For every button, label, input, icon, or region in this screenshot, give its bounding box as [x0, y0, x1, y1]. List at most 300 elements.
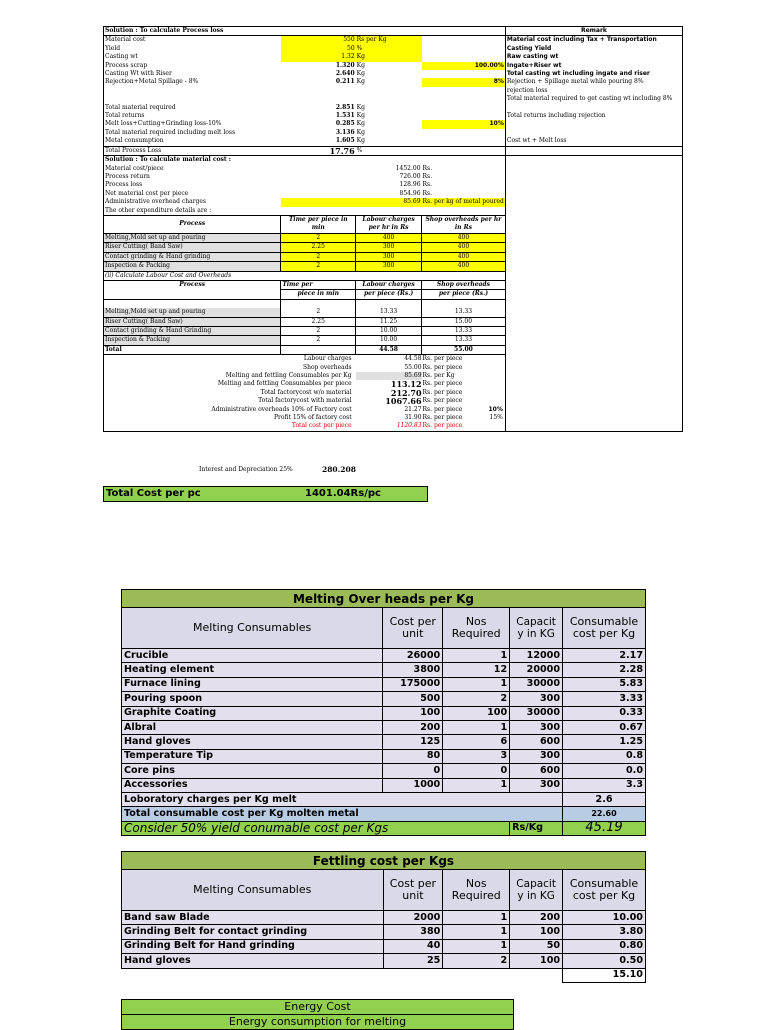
nos-required: 100	[443, 706, 510, 720]
row-remark: Total returns including rejection	[506, 112, 606, 120]
row-unit: Rs.	[422, 173, 506, 181]
lab-charges-value: 2.6	[563, 792, 646, 806]
fettling-row	[122, 954, 646, 968]
cost-sheet	[103, 26, 683, 432]
energy-cost-title: Energy Cost	[122, 1000, 514, 1015]
capacity-kg: 100	[510, 954, 563, 968]
nos-required: 1	[443, 649, 510, 663]
nos-required: 0	[443, 764, 510, 778]
process-rate-row	[104, 233, 683, 242]
consumable-cost-per-kg: 2.17	[563, 649, 646, 663]
cost-per-unit: 125	[383, 735, 443, 749]
labour-cost: 10.00	[356, 326, 422, 335]
cost-per-unit: 500	[383, 692, 443, 706]
summary-label: Total factorycost with material	[258, 397, 352, 405]
consumable-cost-per-kg: 5.83	[563, 677, 646, 691]
process-name: Contact grinding & Hand grinding	[104, 252, 281, 261]
melting-row	[122, 720, 646, 734]
process-time: 2	[281, 252, 356, 261]
labour-row	[104, 326, 683, 335]
capacity-kg: 200	[510, 911, 563, 925]
row-label: Casting wt	[105, 53, 138, 61]
cost-per-unit: 0	[383, 764, 443, 778]
consumable-cost-per-kg: 3.80	[563, 925, 646, 939]
labour-blank	[104, 299, 683, 308]
nos-required: 1	[443, 720, 510, 734]
row-remark	[505, 146, 682, 155]
row-value: 128.96	[399, 181, 421, 189]
total-label: Total	[104, 345, 281, 354]
nos-required: 1	[443, 778, 510, 792]
summary-unit: Rs. per piece	[422, 380, 506, 388]
row-percent	[422, 36, 506, 45]
row-value: 726.00	[399, 172, 421, 180]
overhead-cost: 15.00	[422, 317, 506, 326]
process-time: 2.25	[281, 317, 356, 326]
remark-header: Remark	[505, 27, 682, 36]
time-col-header: Time per	[281, 280, 356, 289]
row-percent	[422, 146, 506, 155]
calc-label-row	[104, 271, 683, 280]
item-name: Hand gloves	[122, 954, 384, 968]
row-unit: Rs per Kg	[356, 36, 422, 45]
row-unit: Kg	[356, 53, 422, 61]
row-percent: 100.00%	[422, 62, 506, 70]
item-name: Hand gloves	[122, 735, 383, 749]
time-col-header: Time per piece in min	[281, 215, 356, 233]
cost-per-unit: 100	[383, 706, 443, 720]
process-col-header: Process	[104, 280, 281, 289]
consumable-cost-per-kg: 0.80	[563, 939, 646, 953]
row-unit: Kg	[356, 128, 365, 136]
total-cost-per-piece-bar	[103, 486, 428, 502]
summary-unit: Rs. per piece	[422, 422, 506, 431]
process-overhead-rate: 400	[422, 233, 506, 242]
sheet-header-row	[104, 27, 683, 36]
row-label: Administrative overhead charges	[105, 198, 206, 206]
total-overhead: 55.00	[422, 345, 506, 354]
consumable-cost-per-kg: 3.33	[563, 692, 646, 706]
row-label: The other expenditure details are :	[105, 206, 212, 214]
process-rate-row	[104, 262, 683, 271]
material-cost-row	[104, 190, 683, 198]
cost-per-unit: 25	[383, 954, 443, 968]
consumable-cost-per-kg: 0.67	[563, 720, 646, 734]
nos-required: 6	[443, 735, 510, 749]
labour-header	[104, 290, 683, 299]
row-value: 1.320	[335, 61, 355, 69]
melting-row	[122, 663, 646, 677]
process-name: Inspection & Packing	[104, 336, 281, 345]
item-name: Core pins	[122, 764, 383, 778]
summary-value: 212.70	[390, 388, 422, 398]
row-value: 1.531	[335, 112, 355, 120]
consumable-cost-per-kg: 0.8	[563, 749, 646, 763]
row-remark: Casting Yield	[506, 44, 552, 52]
process-loss-row	[104, 78, 683, 86]
cost-per-unit: 40	[383, 939, 443, 953]
row-remark	[505, 120, 682, 128]
capacity-kg: 300	[510, 720, 563, 734]
row-label: Total material required including melt loss	[105, 128, 236, 136]
fettling-title-row	[122, 852, 646, 870]
material-cost-row	[104, 173, 683, 181]
row-value: 85.69	[356, 198, 422, 206]
summary-row	[104, 414, 683, 422]
row-remark: Total material required to get casting wt including 8%	[506, 95, 673, 103]
process-loss-row	[104, 95, 683, 103]
cost-per-unit: 175000	[383, 677, 443, 691]
capacity-kg: 30000	[510, 706, 563, 720]
energy-cost-subtitle: Energy consumption for melting	[122, 1015, 514, 1030]
row-value: 50	[281, 45, 356, 53]
summary-label: Total cost per piece	[104, 422, 356, 431]
summary-value: 55.00	[404, 363, 422, 371]
process-name: Melting,Mold set up and pouring	[104, 308, 281, 317]
row-remark: Ingate+Riser wt	[506, 61, 562, 69]
interest-value: 280.208	[322, 465, 356, 474]
fettling-col-header: Nos Required	[443, 870, 510, 911]
calc-label: (ii) Calculate Labour Cost and Overheads	[104, 271, 281, 280]
consumable-cost-per-kg: 3.3	[563, 778, 646, 792]
row-value: 1452.00	[395, 164, 421, 172]
summary-label: Melting and fettling Consumables per Kg	[225, 372, 352, 380]
row-label: Casting Wt with Riser	[105, 70, 172, 78]
fettling-col-header: Consumable cost per Kg	[563, 870, 646, 911]
item-name: Heating element	[122, 663, 383, 677]
summary-label: Total factorycost w/o material	[260, 388, 352, 396]
row-percent	[422, 104, 506, 112]
yield-cost-unit: Rs/Kg	[510, 821, 563, 835]
process-loss-row	[104, 70, 683, 78]
row-value	[281, 95, 356, 103]
nos-required: 2	[443, 692, 510, 706]
row-label: Net material cost per piece	[105, 189, 189, 197]
melting-row	[122, 749, 646, 763]
melting-overheads-table	[121, 589, 646, 836]
summary-row	[104, 422, 683, 431]
fettling-title: Fettling cost per Kgs	[122, 852, 646, 870]
capacity-kg: 300	[510, 692, 563, 706]
row-value: 1.32	[281, 53, 356, 61]
summary-row	[104, 406, 683, 414]
summary-unit: Rs. per piece	[422, 364, 506, 372]
item-name: Grinding Belt for contact grinding	[122, 925, 384, 939]
melting-row	[122, 706, 646, 720]
row-unit	[422, 156, 506, 165]
process-time: 2	[281, 233, 356, 242]
time-col-subheader: piece in min	[281, 290, 356, 299]
row-label: Material cost/piece	[105, 164, 164, 172]
row-unit: Kg	[356, 137, 365, 145]
summary-value: 1120.83	[356, 422, 422, 431]
row-remark: Raw casting wt	[506, 53, 559, 61]
row-label: Material cost	[105, 36, 146, 44]
process-time: 2	[281, 262, 356, 271]
lab-charges-row	[122, 792, 646, 806]
fettling-row	[122, 925, 646, 939]
row-value: 1.605	[335, 137, 355, 145]
summary-value: 113.12	[390, 380, 422, 389]
nos-required: 1	[443, 939, 510, 953]
process-overhead-rate: 400	[422, 243, 506, 252]
process-labour-rate: 300	[356, 243, 422, 252]
summary-row	[104, 372, 683, 380]
process-loss-row	[104, 62, 683, 70]
cost-per-unit: 380	[383, 925, 443, 939]
process-loss-row	[104, 137, 683, 146]
capacity-kg: 600	[510, 764, 563, 778]
cost-per-unit: 3800	[383, 663, 443, 677]
summary-percent: 15%	[489, 414, 503, 422]
row-remark: Material cost including Tax + Transportation	[506, 36, 657, 44]
yield-cost-row	[122, 821, 646, 835]
row-label	[104, 95, 281, 103]
row-remark: rejection loss	[506, 86, 548, 94]
material-cost-row	[104, 181, 683, 189]
labour-row	[104, 317, 683, 326]
process-labour-rate: 300	[356, 252, 422, 261]
row-unit: Rs.	[422, 165, 506, 173]
cost-per-unit: 80	[383, 749, 443, 763]
summary-label: Administrative overheads 10% of Factory cost	[211, 405, 352, 413]
row-percent	[422, 70, 506, 78]
row-value: 3.136	[335, 128, 355, 136]
row-unit: Kg	[356, 61, 365, 69]
summary-percent: 10%	[488, 405, 503, 413]
row-label: Melt loss+Cutting+Grinding loss-10%	[105, 120, 222, 128]
yield-cost-label: Consider 50% yield conumable cost per Kgs	[122, 821, 510, 835]
overhead-cost: 13.33	[422, 308, 506, 317]
capacity-kg: 600	[510, 735, 563, 749]
melting-row	[122, 649, 646, 663]
row-percent	[422, 45, 506, 53]
capacity-kg: 20000	[510, 663, 563, 677]
labour-total-row	[104, 345, 683, 354]
process-rate-row	[104, 243, 683, 252]
row-remark	[505, 104, 682, 112]
total-cost-value: 1401.04Rs/pc	[305, 488, 381, 499]
process-time: 2	[281, 326, 356, 335]
melting-col-header: Capacit y in KG	[510, 608, 563, 649]
row-unit: Rs.	[422, 181, 506, 189]
consumable-cost-per-kg: 0.50	[563, 954, 646, 968]
row-percent: 8%	[422, 78, 506, 86]
summary-unit: Rs. per piece 10%	[422, 406, 506, 414]
consumable-cost-per-kg: 2.28	[563, 663, 646, 677]
capacity-kg: 30000	[510, 677, 563, 691]
consumable-cost-per-kg: 10.00	[563, 911, 646, 925]
row-unit: %	[356, 45, 422, 53]
capacity-kg: 50	[510, 939, 563, 953]
melting-col-header: Nos Required	[443, 608, 510, 649]
row-label: Rejection+Metal Spillage - 8%	[105, 78, 199, 86]
process-loss-row	[104, 129, 683, 137]
overhead-cost: 13.33	[422, 336, 506, 345]
process-loss-row	[104, 112, 683, 120]
process-loss-table	[103, 26, 683, 432]
row-value: 0.285	[335, 120, 355, 128]
row-label: Yield	[105, 44, 121, 52]
melting-col-header: Cost per unit	[383, 608, 443, 649]
melting-row	[122, 735, 646, 749]
nos-required: 3	[443, 749, 510, 763]
row-unit: Kg	[356, 70, 365, 78]
melting-title-row	[122, 590, 646, 608]
row-percent	[422, 53, 506, 61]
summary-unit: Rs. per piece	[422, 397, 506, 405]
fettling-total-value: 15.10	[563, 968, 646, 982]
process-loss-row	[104, 87, 683, 95]
fettling-col-header: Capacit y in KG	[510, 870, 563, 911]
labour-cost: 11.25	[356, 317, 422, 326]
row-percent	[422, 112, 506, 120]
item-name: Pouring spoon	[122, 692, 383, 706]
row-value: 2.640	[335, 70, 355, 78]
process-loss-row	[104, 36, 683, 45]
process-name: Contact grinding & Hand Grinding	[104, 326, 281, 335]
capacity-kg: 100	[510, 925, 563, 939]
row-unit: Rs. per kg of metal poured	[422, 198, 504, 206]
overhead-col-header: Shop overheads	[422, 280, 506, 289]
energy-cost-table	[121, 999, 514, 1030]
row-value	[356, 156, 422, 165]
cost-per-unit: 2000	[383, 911, 443, 925]
material-cost-row	[104, 198, 683, 206]
labour-cost: 13.33	[356, 308, 422, 317]
total-consumable-row	[122, 807, 646, 821]
process-loss-row	[104, 146, 683, 155]
process-loss-row	[104, 45, 683, 53]
summary-unit: Rs. per Kg	[422, 372, 506, 380]
row-unit: Rs.	[422, 190, 506, 198]
process-overhead-rate: 400	[422, 262, 506, 271]
overhead-col-header: Shop overheads per hr in Rs	[422, 215, 506, 233]
row-remark: Cost wt + Melt loss	[506, 137, 567, 145]
consumable-cost-per-kg: 0.33	[563, 706, 646, 720]
process-name: Riser Cutting( Band Saw)	[104, 243, 281, 252]
capacity-kg: 300	[510, 778, 563, 792]
labour-row	[104, 308, 683, 317]
summary-value: 85.69	[356, 372, 422, 380]
process-labour-rate: 300	[356, 262, 422, 271]
process-loss-row	[104, 53, 683, 61]
process-rate-header	[104, 215, 683, 233]
summary-row	[104, 364, 683, 372]
cost-per-unit: 1000	[383, 778, 443, 792]
summary-row	[104, 397, 683, 405]
fettling-row	[122, 939, 646, 953]
melting-col-header: Melting Consumables	[122, 608, 383, 649]
cost-per-unit: 200	[383, 720, 443, 734]
item-name: Grinding Belt for Hand grinding	[122, 939, 384, 953]
overhead-cost: 13.33	[422, 326, 506, 335]
labour-col-header: Labour charges	[356, 280, 422, 289]
yield-cost-value: 45.19	[563, 821, 646, 835]
overhead-col-subheader: per piece (Rs.)	[422, 290, 506, 299]
row-value: 2.851	[335, 103, 355, 111]
summary-label: Labour charges	[303, 355, 352, 363]
summary-unit: Rs. per piece	[422, 389, 506, 397]
summary-unit: Rs. per piece	[422, 355, 506, 364]
labour-col-header: Labour charges per hr in Rs	[356, 215, 422, 233]
row-label: Total Process Loss	[104, 146, 281, 155]
melting-col-header: Consumable cost per Kg	[563, 608, 646, 649]
row-unit	[356, 95, 422, 103]
nos-required: 2	[443, 954, 510, 968]
item-name: Albral	[122, 720, 383, 734]
process-name: Inspection & Packing	[104, 262, 281, 271]
process-name: Riser Cutting( Band Saw)	[104, 317, 281, 326]
row-unit: Kg	[356, 120, 365, 128]
row-label: Process scrap	[105, 61, 148, 69]
material-cost-row	[104, 207, 683, 216]
total-labour: 44.58	[356, 345, 422, 354]
item-name: Temperature Tip	[122, 749, 383, 763]
nos-required: 12	[443, 663, 510, 677]
row-value: 550	[281, 36, 356, 45]
summary-value: 44.58	[404, 355, 422, 363]
process-name: Melting,Mold set up and pouring	[104, 233, 281, 242]
process-rate-row	[104, 252, 683, 261]
process-overhead-rate: 400	[422, 252, 506, 261]
row-percent: 10%	[422, 120, 506, 128]
total-consumable-value: 22.60	[563, 807, 646, 821]
row-value: 0.211	[335, 78, 355, 86]
nos-required: 1	[443, 925, 510, 939]
material-cost-row	[104, 165, 683, 173]
row-remark: Total casting wt including ingate and riser	[506, 70, 650, 78]
nos-required: 1	[443, 911, 510, 925]
process-loss-row	[104, 104, 683, 112]
item-name: Crucible	[122, 649, 383, 663]
labour-col-subheader: per piece (Rs.)	[356, 290, 422, 299]
row-value: 854.96	[399, 189, 421, 197]
material-cost-row	[104, 156, 683, 165]
row-percent	[422, 95, 506, 103]
consumable-cost-per-kg: 1.25	[563, 735, 646, 749]
summary-label: Shop overheads	[302, 363, 352, 371]
consumable-cost-per-kg: 0.0	[563, 764, 646, 778]
summary-label: Melting and fettling Consumables per piece	[217, 380, 352, 388]
row-percent	[422, 137, 506, 146]
row-label: Solution : To calculate material cost :	[105, 156, 231, 164]
summary-row	[104, 389, 683, 397]
capacity-kg: 300	[510, 749, 563, 763]
row-unit	[422, 207, 506, 216]
summary-value: 21.27	[404, 405, 422, 413]
summary-row	[104, 380, 683, 388]
row-unit: Kg	[356, 103, 365, 111]
cost-per-unit: 26000	[383, 649, 443, 663]
row-unit: Kg	[356, 78, 365, 86]
item-name: Band saw Blade	[122, 911, 384, 925]
row-unit: Kg	[356, 112, 365, 120]
row-percent	[422, 129, 506, 137]
process-time: 2	[281, 336, 356, 345]
melting-row	[122, 764, 646, 778]
fettling-row	[122, 911, 646, 925]
total-cost-label: Total Cost per pc	[106, 488, 201, 499]
summary-value: 1067.66	[385, 397, 422, 406]
row-remark	[505, 129, 682, 137]
lab-charges-label: Loboratory charges per Kg melt	[122, 792, 563, 806]
item-name: Furnace lining	[122, 677, 383, 691]
fettling-cost-table	[121, 851, 646, 983]
summary-label: Profit 15% of factory cost	[274, 414, 352, 422]
melting-title: Melting Over heads per Kg	[122, 590, 646, 608]
total-consumable-label: Total consumable cost per Kg molten metal	[122, 807, 563, 821]
